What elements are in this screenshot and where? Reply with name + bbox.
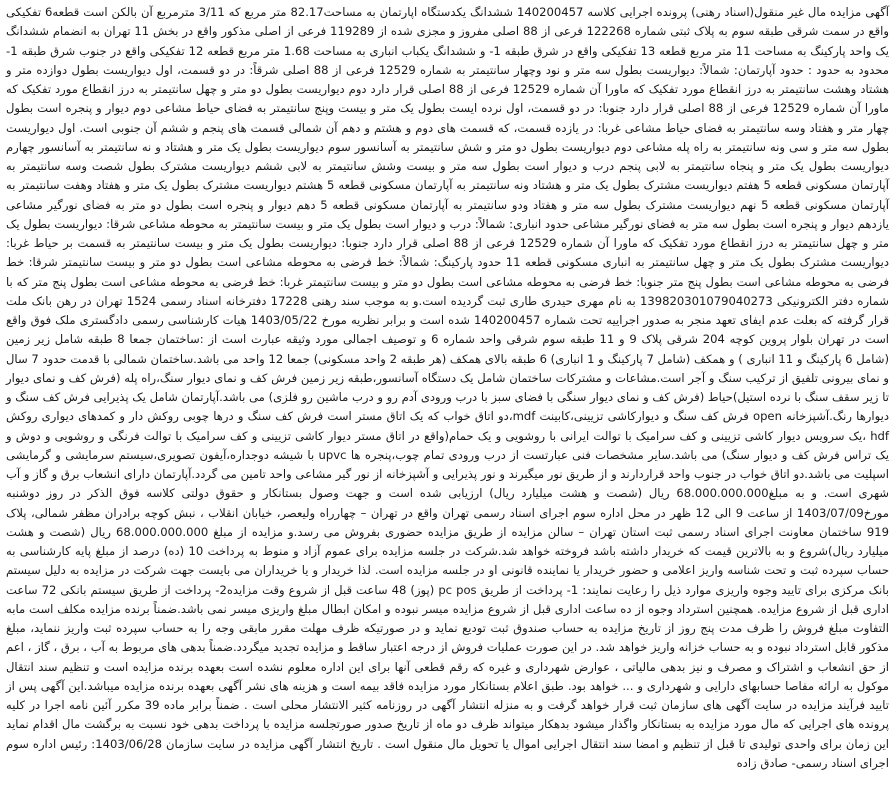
auction-notice-body: آگهی مزایده مال غیر منقول(اسناد رهنی) پرونده اجرایی کلاسه 140200457 ششدانگ یکدستگاه اپارتمان به مساحت82.17 متر مربع که 3/11 مترمربع آن بالکن است قطعه6 تفکیکی واقع در سمت شرقی طبقه سوم به پلاک ثبتی شماره 122268 فرعی از 88 اصلی مفروز و مجزی شده از 119289 فرعی از اصلی مذکور واقع در بخش 11 تهران به انضمام ششدانگ یک واحد پارکینگ به مساحت 11 متر مربع قطعه 13 تفکیکی واقع در شرق طبقه 1- و ششدانگ یکباب انباری به مساحت 1.68 متر مربع قطعه 12 تفکیکی واقع در جنوب شرق طبقه 1- محدود به حدود : حدود آپارتمان: شمالاً: دیواریست بطول سه متر و نود وچهار سانتیمتر به شماره 12529 فرعی از 88 اصلی شرقاً: در دو قسمت، اول دیواریست بطول دوازده متر و هشتاد وهشت سانتیمتر به درز انقطاع مورد تفکیک که ماورا آن شماره 12529 فرعی از 88 اصلی قرار دارد دوم دیواریست بطول دو متر و چهل سانتیمتر به درز انقطاع مورد تفکیک که ماورا آن شماره 12529 فرعی از 88 اصلی قرار دارد جنوبا: در دو قسمت، اول نرده ایست بطول یک متر و بیست وپنج سانتیمتر به فضای حیاط مشاعی دوم دیوار و پنجره است بطول چهار متر و هفتاد وسه سانتیمتر به فضای حیاط مشاعی غربا: در یازده قسمت، که قسمت های دوم و هشتم و دهم آن شمالی قسمت های پنجم و ششم آن جنوبی است. اول دیواریست بطول سه متر و سی ونه سانتیمتر به راه پله مشاعی دوم دیواریست بطول دو متر و شش سانتیمتر به آسانسور سوم دیواریست بطول یک متر و هشتاد و نه سانتیمتر به آسانسور چهارم دیواریست بطول یک متر و پنجاه سانتیمتر به لابی پنجم درب و دیوار است بطول سه متر و بیست وشش سانتیمتر به لابی ششم دیواریست مشترک بطول شصت وسه سانتیمتر به آپارتمان مسکونی قطعه 5 هفتم دیواریست مشترک بطول یک متر و هشتاد ونه سانتیمتر به آپارتمان مسکونی قطعه 5 هشتم دیواریست مشترک بطول یک متر و هفتاد وهفت سانتیمتر به آپارتمان مسکونی قطعه 5 نهم دیواریست مشترک بطول سه متر و هفتاد ودو سانتیمتر به آپارتمان مسکونی قطعه 5 دهم دیوار و پنجره است بطول دو متر به فضای نورگیر مشاعی یازدهم دیوار و پنجره است بطول سه متر به فضای نورگیر مشاعی حدود انباری: شمالاً: درب و دیوار است بطول یک متر و بیست سانتیمتر به محوطه مشاعی شرقا: دیواریست بطول یک متر و چهل سانتیمتر به درز انقطاع مورد تفکیک که ماورا آن شماره 12529 فرعی از 88 اصلی قرار دارد جنوبا: دیواریست بطول یک متر و بیست سانتیمتر به قسمت بر حیاط غربا: دیواریست مشترک بطول یک متر و چهل سانتیمتر به انباری مسکونی قطعه 11 حدود پارکینگ: شمالاً: خط فرضی به محوطه مشاعی است بطول دو متر و بیست سانتیمتر شرقا: خط فرضی به محوطه مشاعی است بطول پنج متر جنوبا: خط فرضی به محوطه مشاعی است بطول دو متر و بیست سانتیمتر غربا: خط فرضی به محوطه مشاعی است بطول پنج متر که با شماره دفتر الکترونیکی 139820301079040273 به نام مهری حیدری طاری ثبت گردیده است.و به موجب سند رهنی 17228 دفترخانه اسناد رسمی 1524 تهران در رهن بانک ملت قرار گرفته که بعلت عدم ایفای تعهد منجر به صدور اجراییه تحت شماره 140200457 شده است و برابر نظریه مورخ 1403/05/22 هیات کارشناسی رسمی دادگستری ملک فوق واقع است در تهران بلوار پروین کوچه 204 شرقی پلاک 9 و 11 طبقه سوم شرقی واحد شماره 6 و توصیف اجمالی مورد وثیقه عبارت است از :ساختمان جمعا 8 طبقه شامل زیر زمین (شامل 6 پارکینگ و 11 انباری ) و همکف (شامل 7 پارکینگ و 1 انباری) 6 طبقه بالای همکف (هر طبقه 2 واحد مسکونی) جمعا 12 واحد می باشد.ساختمان شمالی با قدمت حدود 7 سال و نمای بیرونی تلفیق از ترکیب سنگ و آجر است.مشاعات و مشترکات ساختمان شامل یک دستگاه آسانسور،طبقه زیر زمین فرش کف و نمای دیوار سنگ،راه پله (فرش کف و نمای دیوار تا زیر سقف سنگ با نرده استیل)حیاط (فرش کف و نمای دیوار سنگی با فضای سبز با درب ورودی آدم رو و درب ماشین رو فلزی) می باشد.آپارتمان شامل یک پذیرایی فرش کف سنگ و دیوارها رنگ.آشپزخانه open فرش کف سنگ و دیوارکاشی تزیینی،کابینت mdf،دو اتاق خواب که یک اتاق مستر است فرش کف سنگ و درها چوبی روکش دار و کمدهای دیواری روکش hdf ،یک سرویس دیوار کاشی تزیینی و کف سرامیک با توالت ایرانی با روشویی و یک حمام(واقع در اتاق مستر دیوار کاشی تزیینی و کف سرامیک با توالت فرنگی و روشویی و دوش و یک تراس فرش کف و دیوار سنگ) می باشد.سایر مشخصات فنی عبارتست از درب ورودی تمام چوب،پنجره ها upvc با شیشه دوجداره،آیفون تصویری،سیستم سرمایشی و گرمایشی اسپلیت می باشد.دو اتاق خواب در جنوب واحد قراردارند و از طریق نور میگیرند و نور پذیرایی و آشپزخانه از نور گیر مشاعی واحد تامین می گردد.آپارتمان دارای انشعاب برق و گاز و آب شهری است. و به مبلغ68.000.000.000 ریال (شصت و هشت میلیارد ریال) ارزیابی شده است و جهت وصول بستانکار و حقوق دولتی کلاسه فوق الذکر در روز دوشنبه مورخ1403/07/09 از ساعت 9 الی 12 ظهر در محل اداره سوم اجرای اسناد رسمی تهران واقع در تهران – چهارراه ولیعصر، خیابان انقلاب ، نبش کوچه برادران مظفر شمالی، پلاک 919 ساختمان معاونت اجرای اسناد رسمی ثبت استان تهران – سالن مزایده از طریق مزایده حضوری بفروش می رسد.و مزایده از مبلغ 68.000.000.000 ریال (شصت و هشت میلیارد ریال)شروع و به بالاترین قیمت که خریدار داشته باشد فروخته خواهد شد.شرکت در جلسه مزایده برای عموم آزاد و منوط به پرداخت 10 (ده) درصد از مبلغ پایه کارشناسی به حساب سپرده ثبت و تحت شناسه واریز اعلامی و حضور خریدار یا نماینده قانونی او در جلسه مزایده است. لذا خریدار و یا خریداران می بایست جهت شرکت در مزایده به دلیل سیستم بانک مرکزی برای تایید وجوه واریزی موارد ذیل را رعایت نمایند: 1- پرداخت از طریق pc pos (پوز) 48 ساعت قبل از شروع وقت مزایده2- پرداخت از طریق سیستم بانکی 72 ساعت اداری قبل از شروع مزایده. همچنین استرداد وجوه از ده ساعت اداری قبل از شروع مزایده میسر نبوده و امکان ابطال مبلغ واریزی میسر نمی باشد.ضمناً برنده مزایده مکلف است مابه التفاوت مبلغ فروش را ظرف مدت پنج روز از تاریخ مزایده به حساب صندوق ثبت تودیع نماید و در صورتیکه ظرف مهلت مقرر مابقی وجه را به حساب سپرده ثبت واریز ننماید، مبلغ مذکور قابل استرداد نبوده و به حساب خزانه واریز خواهد شد. در این صورت عملیات فروش از درجه اعتبار ساقط و مزایده تجدید میگردد.ضمناً بدهی های مربوط به آب ، برق ، گاز ، اعم از حق انشعاب و اشتراک و مصرف و نیز بدهی مالیاتی ، عوارض شهرداری و غیره که رقم قطعی آنها برای این اداره معلوم نشده است بعهده برنده مزایده است و تنظیم سند انتقال موکول به ارائه مفاصا حسابهای دارایی و شهرداری و ... خواهد بود. طبق اعلام بستانکار مورد مزایده فاقد بیمه است و هزینه های نشر آگهی بعهده برنده مزایده میباشد.این آگهی پس از تایید فرآیند مزایده در سایت آگهی های سازمان ثبت قرار خواهد گرفت و به منزله انتشار آگهی در روزنامه کثیر الانتشار محلی است . ضمناً برابر ماده 39 مکرر آئین نامه اجرا در کلیه پرونده های اجرایی که مال مورد مزایده به بستانکار واگذار میشود بدهکار میتواند ظرف دو ماه از تاریخ صدور صورتجلسه مزایده با پرداخت بدهی خود نسبت به برگشت مال اقدام نماید این زمان برای واحدی تولیدی تا قبل از تنظیم و امضا سند انتقال اجرایی اموال یا تحویل مال منقول است . تاریخ انتشار آگهی مزایده در سایت سازمان 1403/06/28: رئیس اداره سوم اجرای اسناد رسمی- صادق زاده: [6, 5, 890, 770]
